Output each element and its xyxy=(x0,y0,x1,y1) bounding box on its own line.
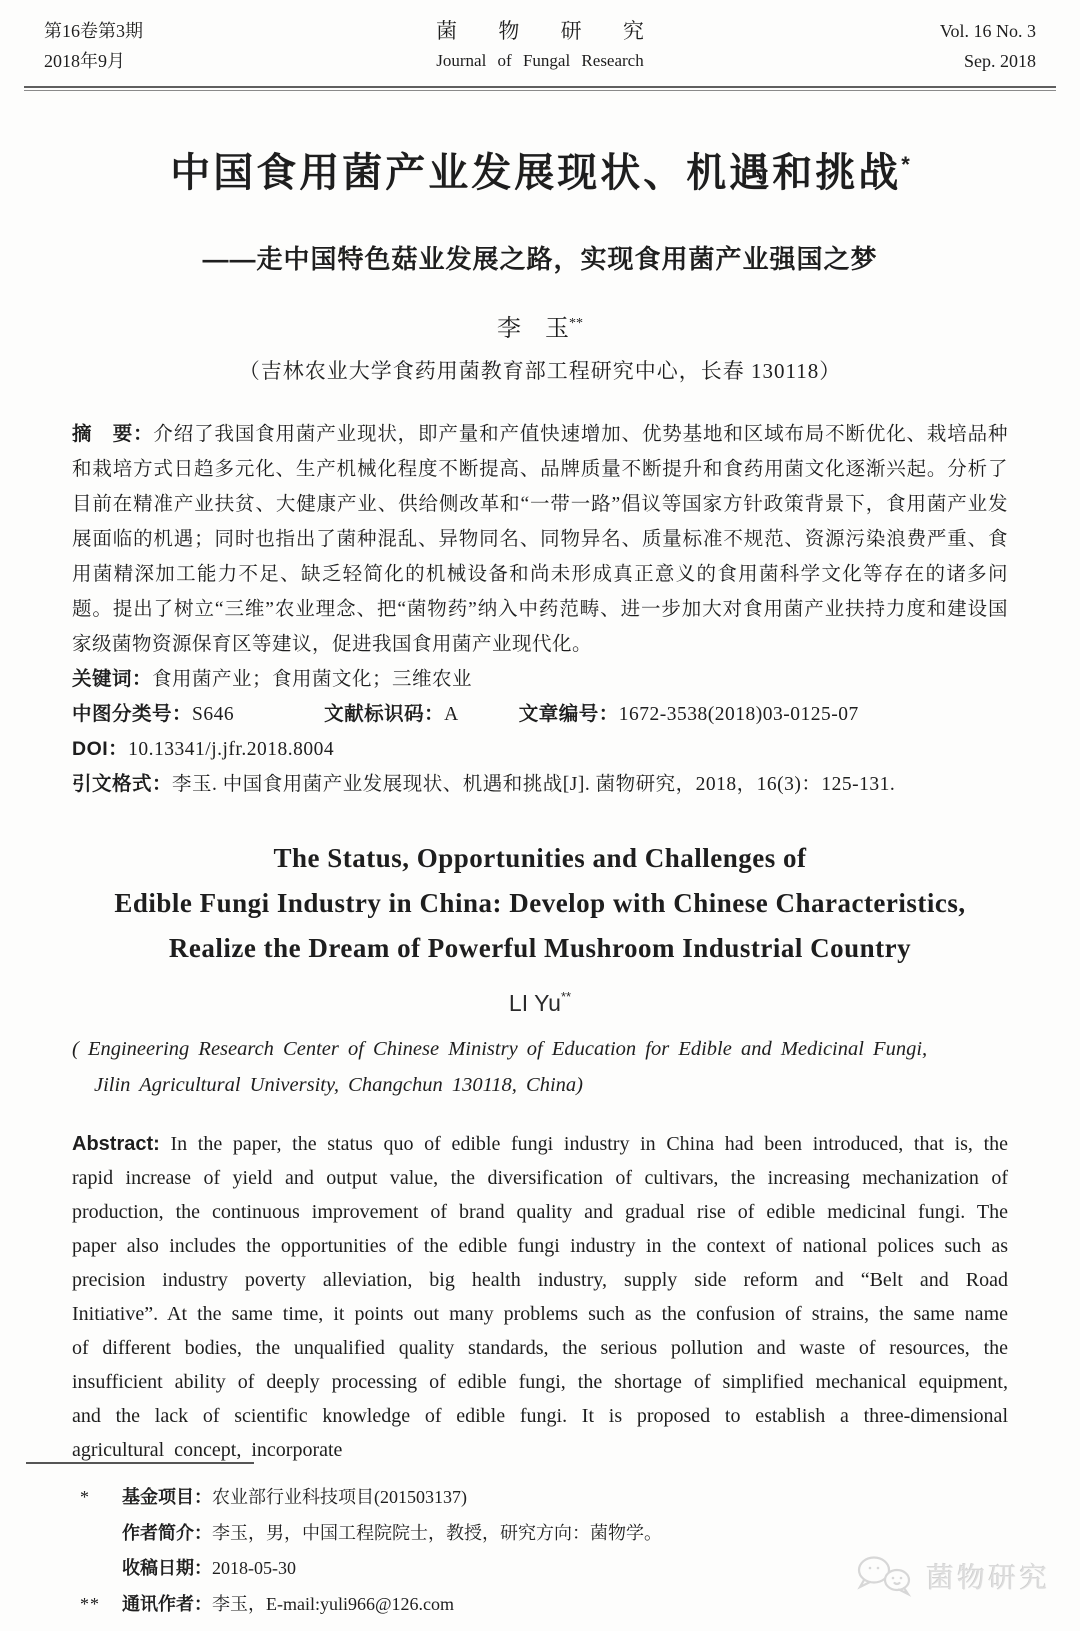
footnote-corresp-marker: ** xyxy=(80,1593,100,1614)
footnote-fund xyxy=(80,1480,662,1516)
clc-label: 中图分类号： xyxy=(72,703,193,725)
journal-watermark xyxy=(852,1552,1050,1600)
header-divider xyxy=(24,86,1056,91)
abstract-label-en: Abstract: xyxy=(72,1133,160,1155)
author-name-en-text: LI Yu xyxy=(508,990,561,1016)
footnote-fund-text: 农业部行业科技项目(201503137) xyxy=(212,1487,467,1507)
abstract-label-zh: 摘 要： xyxy=(72,423,154,445)
doi-value: 10.13341/j.jfr.2018.8004 xyxy=(128,739,335,760)
footnote-fund-label: 基金项目： xyxy=(122,1487,212,1507)
article-title-zh-text: 中国食用菌产业发展现状、机遇和挑战 xyxy=(170,151,902,195)
article-title-en xyxy=(0,836,1080,971)
author-en-footnote-marker: ** xyxy=(560,989,572,1004)
footnote-bio-text: 李玉，男，中国工程院院士，教授，研究方向：菌物学。 xyxy=(212,1522,662,1543)
article-title-zh xyxy=(0,141,1080,197)
doi-label: DOI： xyxy=(72,738,129,760)
footnote-bio-marker xyxy=(80,1516,122,1552)
footnote-corresp-content xyxy=(122,1587,454,1623)
journal-title-en: Journal of Fungal Research xyxy=(436,51,644,70)
abstract-text-zh: 介绍了我国食用菌产业现状，即产量和产值快速增加、优势基地和区域布局不断优化、栽培品种和栽培方式日趋多元化、生产机械化程度不断提高、品牌质量不断提升和食药用菌文化逐渐兴起。分析了目前在精准产业扶贫、大健康产业、供给侧改革和“一带一路”倡议等国家方针政策背景下，食用菌产业发展面临的机遇；同时也指出了菌种混乱、异物同名、同物异名、质量标准不规范、资源污染浪费严重、食用菌精深加工能力不足、缺乏轻简化的机械设备和尚未形成真正意义的食用菌科学文化等存在的诸多问题。提出了树立“三维”农业理念、把“菌物药”纳入中药范畴、进一步加大对食用菌产业扶持力度和建设国家级菌物资源保育区等建议，促进我国食用菌产业现代化。 xyxy=(72,424,1008,655)
header-volume-issue-zh xyxy=(44,16,264,76)
date-zh: 2018年9月 xyxy=(44,51,125,71)
author-footnote-marker: ** xyxy=(569,316,583,331)
watermark-text: 菌物研究 xyxy=(925,1562,1050,1593)
doi-line xyxy=(72,732,1008,767)
article-title-en-line1: The Status, Opportunities and Challenges of xyxy=(273,843,807,873)
journal-header xyxy=(0,0,1080,84)
abstract-zh xyxy=(72,417,1008,662)
footnote-received-date xyxy=(80,1551,662,1587)
chinese-abstract-block xyxy=(72,417,1008,802)
volume-issue-zh: 第16卷第3期 xyxy=(44,21,143,41)
citation-line xyxy=(72,767,1008,802)
journal-title-zh: 菌 物 研 究 xyxy=(436,19,662,43)
keywords-text: 食用菌产业；食用菌文化；三维农业 xyxy=(152,669,473,690)
footnote-received-label: 收稿日期： xyxy=(122,1558,212,1578)
article-title-en-line3: Realize the Dream of Powerful Mushroom Industrial Country xyxy=(168,933,912,963)
footnote-bio-content xyxy=(122,1516,662,1552)
classification-line xyxy=(72,697,1008,732)
article-id-label: 文章编号： xyxy=(518,703,619,725)
keywords-line xyxy=(72,662,1008,697)
keywords-label: 关键词： xyxy=(72,668,153,690)
footnote-received-text: 2018-05-30 xyxy=(212,1558,296,1578)
abstract-text-en: In the paper, the status quo of edible fungi industry in China had been introduced, that is, the rapid increase of yield and output value, the diversification of cultivars, the increasing mechanization of production, the continuous improvement of brand quality and gradual rise of edible medicinal fungi. The paper also includes the opportunities of the edible fungi industry in the context of national polices such as precision industry poverty alleviation, big health industry, supply side reform and “Belt and Road Initiative”. At the same time, it points out many problems such as the confusion of strains, the same name of different bodies, the unqualified quality standards, the serious pollution and waste of resources, the insufficient ability of deeply processing of edible fungi, the shortage of simplified mechanical equipment, and the lack of scientific knowledge of edible fungi. It is proposed to establish a three-dimensional agricultural concept, incorporate xyxy=(72,1133,1009,1461)
footnote-corresponding-author xyxy=(80,1587,662,1623)
doc-code-value: A xyxy=(444,704,459,725)
citation-label: 引文格式： xyxy=(72,773,173,795)
author-name-zh-text: 李 玉 xyxy=(497,316,569,342)
author-name-en xyxy=(0,989,1080,1017)
author-affiliation-en xyxy=(72,1031,1024,1103)
footnote-corresp-label: 通讯作者： xyxy=(122,1593,212,1614)
article-subtitle-zh: ——走中国特色菇业发展之路，实现食用菌产业强国之梦 xyxy=(202,244,878,274)
header-volume-issue-en xyxy=(816,16,1036,76)
footnote-fund-content xyxy=(122,1480,467,1516)
footnotes-block xyxy=(80,1480,662,1622)
doc-code-label: 文献标识码： xyxy=(324,703,445,725)
footnote-received-marker xyxy=(80,1551,122,1587)
author-affiliation-zh: （吉林农业大学食药用菌教育部工程研究中心，长春 130118） xyxy=(238,359,842,383)
footnote-fund-marker: * xyxy=(80,1487,90,1507)
wechat-bubbles-icon xyxy=(852,1552,918,1600)
abstract-en xyxy=(72,1127,1008,1467)
article-id-value: 1672-3538(2018)03-0125-07 xyxy=(618,704,859,725)
header-journal-title xyxy=(264,16,816,76)
footnote-corresp-text: 李玉，E-mail:yuli966@126.com xyxy=(212,1593,455,1614)
footnote-bio-label: 作者简介： xyxy=(122,1522,212,1543)
date-en: Sep. 2018 xyxy=(964,51,1036,71)
author-name-zh xyxy=(0,308,1080,343)
footnote-author-bio xyxy=(80,1516,662,1552)
footnote-divider xyxy=(26,1462,254,1464)
affiliation-en-line2: Jilin Agricultural University, Changchun 130118, China) xyxy=(94,1074,584,1096)
footnote-received-content xyxy=(122,1551,296,1587)
volume-issue-en: Vol. 16 No. 3 xyxy=(939,21,1036,41)
clc-value: S646 xyxy=(192,704,235,725)
citation-text: 李玉. 中国食用菌产业发展现状、机遇和挑战[J]. 菌物研究，2018，16(3)：125-131. xyxy=(172,774,896,795)
article-title-en-line2: Edible Fungi Industry in China: Develop with Chinese Characteristics, xyxy=(114,888,966,918)
affiliation-en-line1: ( Engineering Research Center of Chinese Ministry of Education for Edible and Medicinal Fungi, xyxy=(72,1038,928,1060)
title-footnote-marker: * xyxy=(901,152,910,177)
